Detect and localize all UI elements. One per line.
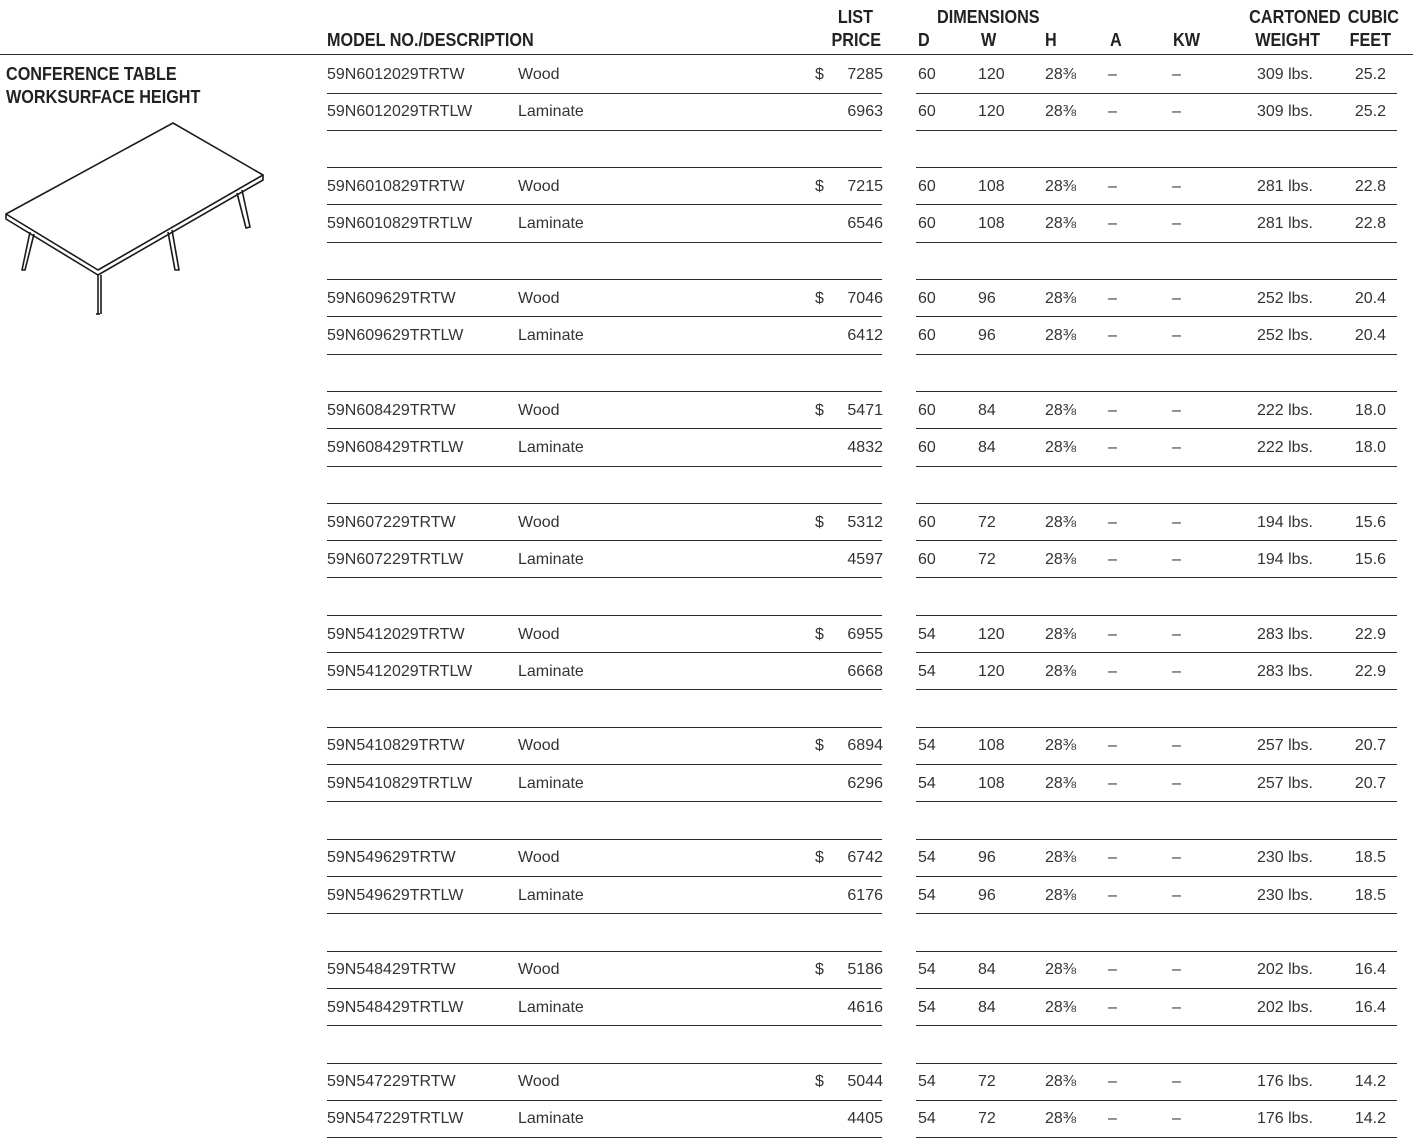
header-dimensions: DIMENSIONS <box>937 7 1040 27</box>
model-number-cell: 59N548429TRTW <box>327 961 456 979</box>
kw-cell: – <box>1172 66 1181 83</box>
model-number-cell: 59N5412029TRTLW <box>327 662 473 680</box>
group-top-rule-right <box>916 951 1397 952</box>
row-rule-right <box>916 764 1397 765</box>
a-cell: – <box>1108 998 1117 1016</box>
depth-cell: 54 <box>918 998 936 1016</box>
list-price-cell: 5312 <box>847 513 883 531</box>
kw-cell: – <box>1172 177 1181 195</box>
row-rule-right <box>916 801 1397 802</box>
model-number-cell: 59N609629TRTLW <box>327 327 464 345</box>
weight-cell: 230 lbs. <box>1256 886 1313 904</box>
conference-table-illustration <box>0 118 270 318</box>
list-price-cell: 6412 <box>847 327 883 345</box>
group-top-rule-left <box>327 279 882 280</box>
row-rule-right <box>916 652 1397 653</box>
model-number-cell: 59N547229TRTLW <box>327 1110 464 1128</box>
a-cell: – <box>1108 737 1117 755</box>
kw-cell: – <box>1172 774 1181 792</box>
list-price-cell: 4405 <box>847 1110 883 1128</box>
depth-cell: 54 <box>918 625 936 643</box>
description-cell: Wood <box>518 1073 560 1091</box>
cubic-feet-cell: 18.0 <box>1354 401 1386 419</box>
list-price-cell: 5044 <box>847 1073 883 1091</box>
cubic-feet-cell: 22.9 <box>1354 625 1386 643</box>
kw-cell: – <box>1172 439 1181 456</box>
currency-symbol: $ <box>815 1073 824 1091</box>
height-cell: 28⅜ <box>1045 1110 1077 1128</box>
row-rule-right <box>916 204 1397 205</box>
a-cell: – <box>1108 1110 1117 1128</box>
header-kw: KW <box>1173 30 1200 50</box>
weight-cell: 222 lbs. <box>1256 401 1313 419</box>
weight-cell: 309 lbs. <box>1256 103 1313 121</box>
list-price-cell: 6894 <box>847 737 883 755</box>
row-rule-right <box>916 130 1397 131</box>
a-cell: – <box>1108 550 1117 568</box>
depth-cell: 54 <box>918 737 936 755</box>
weight-cell: 309 lbs. <box>1256 66 1313 83</box>
row-rule-right <box>916 540 1397 541</box>
a-cell: – <box>1108 961 1117 979</box>
list-price-cell: 6742 <box>847 849 883 867</box>
height-cell: 28⅜ <box>1045 1073 1077 1091</box>
row-rule-left <box>327 913 882 914</box>
kw-cell: – <box>1172 662 1181 680</box>
description-cell: Wood <box>518 849 560 867</box>
width-cell: 120 <box>978 625 1005 643</box>
width-cell: 96 <box>978 327 996 345</box>
cubic-feet-cell: 14.2 <box>1354 1073 1386 1091</box>
model-number-cell: 59N609629TRTW <box>327 289 456 307</box>
group-top-rule-left <box>327 391 882 392</box>
list-price-cell: 4832 <box>847 439 883 456</box>
width-cell: 108 <box>978 774 1005 792</box>
row-rule-right <box>916 93 1397 94</box>
row-rule-left <box>327 354 882 355</box>
a-cell: – <box>1108 289 1117 307</box>
kw-cell: – <box>1172 961 1181 979</box>
weight-cell: 230 lbs. <box>1256 849 1313 867</box>
row-rule-right <box>916 1025 1397 1026</box>
kw-cell: – <box>1172 849 1181 867</box>
width-cell: 108 <box>978 737 1005 755</box>
height-cell: 28⅜ <box>1045 439 1077 456</box>
height-cell: 28⅜ <box>1045 625 1077 643</box>
height-cell: 28⅜ <box>1045 886 1077 904</box>
row-rule-right <box>916 242 1397 243</box>
height-cell: 28⅜ <box>1045 550 1077 568</box>
group-top-rule-right <box>916 391 1397 392</box>
currency-symbol: $ <box>815 401 824 419</box>
cubic-feet-cell: 16.4 <box>1354 961 1386 979</box>
width-cell: 120 <box>978 66 1005 83</box>
list-price-cell: 7215 <box>847 177 883 195</box>
kw-cell: – <box>1172 1110 1181 1128</box>
row-rule-right <box>916 428 1397 429</box>
a-cell: – <box>1108 66 1117 83</box>
row-rule-right <box>916 876 1397 877</box>
cubic-feet-cell: 22.9 <box>1354 662 1386 680</box>
group-top-rule-right <box>916 1063 1397 1064</box>
weight-cell: 252 lbs. <box>1256 289 1313 307</box>
kw-cell: – <box>1172 327 1181 345</box>
row-rule-left <box>327 1025 882 1026</box>
header-feet: FEET <box>1349 30 1391 50</box>
cubic-feet-cell: 22.8 <box>1354 177 1386 195</box>
row-rule-right <box>916 689 1397 690</box>
group-top-rule-left <box>327 615 882 616</box>
list-price-cell: 6963 <box>847 103 883 121</box>
cubic-feet-cell: 18.5 <box>1354 886 1386 904</box>
group-top-rule-left <box>327 167 882 168</box>
width-cell: 96 <box>978 886 996 904</box>
row-rule-left <box>327 577 882 578</box>
cubic-feet-cell: 20.4 <box>1354 289 1386 307</box>
a-cell: – <box>1108 1073 1117 1091</box>
group-top-rule-right <box>916 167 1397 168</box>
group-top-rule-left <box>327 727 882 728</box>
depth-cell: 60 <box>918 215 936 233</box>
header-model-description: MODEL NO./DESCRIPTION <box>327 30 534 50</box>
header-a: A <box>1110 30 1122 50</box>
model-number-cell: 59N6012029TRTW <box>327 66 465 83</box>
height-cell: 28⅜ <box>1045 662 1077 680</box>
description-cell: Wood <box>518 513 560 531</box>
depth-cell: 60 <box>918 327 936 345</box>
row-rule-left <box>327 876 882 877</box>
width-cell: 96 <box>978 849 996 867</box>
row-rule-right <box>916 466 1397 467</box>
row-rule-right <box>916 913 1397 914</box>
currency-symbol: $ <box>815 961 824 979</box>
description-cell: Laminate <box>518 439 584 456</box>
description-cell: Laminate <box>518 103 584 121</box>
kw-cell: – <box>1172 215 1181 233</box>
list-price-cell: 7285 <box>847 66 883 83</box>
cubic-feet-cell: 20.4 <box>1354 327 1386 345</box>
group-top-rule-right <box>916 727 1397 728</box>
currency-symbol: $ <box>815 737 824 755</box>
row-rule-left <box>327 242 882 243</box>
list-price-cell: 6176 <box>847 886 883 904</box>
a-cell: – <box>1108 177 1117 195</box>
model-number-cell: 59N6012029TRTLW <box>327 103 473 121</box>
weight-cell: 202 lbs. <box>1256 998 1313 1016</box>
height-cell: 28⅜ <box>1045 998 1077 1016</box>
weight-cell: 194 lbs. <box>1256 513 1313 531</box>
depth-cell: 54 <box>918 662 936 680</box>
width-cell: 72 <box>978 513 996 531</box>
model-number-cell: 59N608429TRTLW <box>327 439 464 456</box>
width-cell: 84 <box>978 439 996 456</box>
width-cell: 108 <box>978 177 1005 195</box>
row-rule-left <box>327 689 882 690</box>
weight-cell: 281 lbs. <box>1256 177 1313 195</box>
header-price: PRICE <box>831 30 881 50</box>
list-price-cell: 6668 <box>847 662 883 680</box>
list-price-cell: 5471 <box>847 401 883 419</box>
cubic-feet-cell: 15.6 <box>1354 550 1386 568</box>
depth-cell: 54 <box>918 774 936 792</box>
height-cell: 28⅜ <box>1045 66 1077 83</box>
kw-cell: – <box>1172 886 1181 904</box>
description-cell: Wood <box>518 289 560 307</box>
group-top-rule-right <box>916 279 1397 280</box>
header-weight: WEIGHT <box>1255 30 1320 50</box>
width-cell: 84 <box>978 961 996 979</box>
depth-cell: 60 <box>918 513 936 531</box>
depth-cell: 60 <box>918 439 936 456</box>
description-cell: Laminate <box>518 662 584 680</box>
depth-cell: 54 <box>918 886 936 904</box>
currency-symbol: $ <box>815 177 824 195</box>
kw-cell: – <box>1172 289 1181 307</box>
cubic-feet-cell: 20.7 <box>1354 774 1386 792</box>
depth-cell: 54 <box>918 1073 936 1091</box>
height-cell: 28⅜ <box>1045 327 1077 345</box>
description-cell: Wood <box>518 177 560 195</box>
description-cell: Wood <box>518 961 560 979</box>
depth-cell: 60 <box>918 103 936 121</box>
kw-cell: – <box>1172 625 1181 643</box>
group-top-rule-right <box>916 615 1397 616</box>
group-top-rule-left <box>327 839 882 840</box>
model-number-cell: 59N607229TRTLW <box>327 550 464 568</box>
description-cell: Laminate <box>518 550 584 568</box>
height-cell: 28⅜ <box>1045 401 1077 419</box>
description-cell: Laminate <box>518 886 584 904</box>
header-rule <box>0 54 1413 55</box>
description-cell: Wood <box>518 737 560 755</box>
model-number-cell: 59N547229TRTW <box>327 1073 456 1091</box>
a-cell: – <box>1108 513 1117 531</box>
weight-cell: 257 lbs. <box>1256 774 1313 792</box>
row-rule-left <box>327 428 882 429</box>
group-top-rule-right <box>916 503 1397 504</box>
weight-cell: 176 lbs. <box>1256 1073 1313 1091</box>
height-cell: 28⅜ <box>1045 177 1077 195</box>
row-rule-left <box>327 801 882 802</box>
kw-cell: – <box>1172 103 1181 121</box>
width-cell: 84 <box>978 998 996 1016</box>
model-number-cell: 59N5410829TRTLW <box>327 774 473 792</box>
height-cell: 28⅜ <box>1045 513 1077 531</box>
weight-cell: 252 lbs. <box>1256 327 1313 345</box>
kw-cell: – <box>1172 1073 1181 1091</box>
header-d: D <box>918 30 930 50</box>
model-number-cell: 59N608429TRTW <box>327 401 456 419</box>
width-cell: 108 <box>978 215 1005 233</box>
group-top-rule-left <box>327 503 882 504</box>
group-top-rule-left <box>327 1063 882 1064</box>
row-rule-right <box>916 1100 1397 1101</box>
row-rule-right <box>916 316 1397 317</box>
header-cartoned: CARTONED <box>1249 7 1341 27</box>
weight-cell: 257 lbs. <box>1256 737 1313 755</box>
kw-cell: – <box>1172 737 1181 755</box>
kw-cell: – <box>1172 513 1181 531</box>
row-rule-left <box>327 764 882 765</box>
list-price-cell: 5186 <box>847 961 883 979</box>
weight-cell: 194 lbs. <box>1256 550 1313 568</box>
model-number-cell: 59N5410829TRTW <box>327 737 465 755</box>
description-cell: Wood <box>518 401 560 419</box>
cubic-feet-cell: 25.2 <box>1354 66 1386 83</box>
weight-cell: 283 lbs. <box>1256 625 1313 643</box>
a-cell: – <box>1108 774 1117 792</box>
height-cell: 28⅜ <box>1045 103 1077 121</box>
cubic-feet-cell: 16.4 <box>1354 998 1386 1016</box>
header-w: W <box>981 30 997 50</box>
width-cell: 84 <box>978 401 996 419</box>
row-rule-left <box>327 988 882 989</box>
weight-cell: 202 lbs. <box>1256 961 1313 979</box>
depth-cell: 54 <box>918 961 936 979</box>
depth-cell: 60 <box>918 177 936 195</box>
section-title <box>6 63 200 109</box>
weight-cell: 176 lbs. <box>1256 1110 1313 1128</box>
description-cell: Laminate <box>518 998 584 1016</box>
width-cell: 72 <box>978 1110 996 1128</box>
description-cell: Laminate <box>518 327 584 345</box>
description-cell: Laminate <box>518 1110 584 1128</box>
description-cell: Wood <box>518 66 560 83</box>
a-cell: – <box>1108 439 1117 456</box>
model-number-cell: 59N549629TRTLW <box>327 886 464 904</box>
depth-cell: 60 <box>918 289 936 307</box>
model-number-cell: 59N549629TRTW <box>327 849 456 867</box>
row-rule-left <box>327 130 882 131</box>
currency-symbol: $ <box>815 66 824 83</box>
row-rule-left <box>327 652 882 653</box>
row-rule-left <box>327 1100 882 1101</box>
cubic-feet-cell: 18.0 <box>1354 439 1386 456</box>
weight-cell: 281 lbs. <box>1256 215 1313 233</box>
model-number-cell: 59N6010829TRTW <box>327 177 465 195</box>
cubic-feet-cell: 14.2 <box>1354 1110 1386 1128</box>
row-rule-left <box>327 316 882 317</box>
section-title-line-1: CONFERENCE TABLE <box>6 64 177 84</box>
a-cell: – <box>1108 103 1117 121</box>
weight-cell: 222 lbs. <box>1256 439 1313 456</box>
group-top-rule-left <box>327 951 882 952</box>
depth-cell: 54 <box>918 1110 936 1128</box>
a-cell: – <box>1108 215 1117 233</box>
currency-symbol: $ <box>815 513 824 531</box>
row-rule-left <box>327 204 882 205</box>
weight-cell: 283 lbs. <box>1256 662 1313 680</box>
a-cell: – <box>1108 327 1117 345</box>
kw-cell: – <box>1172 550 1181 568</box>
header-cubic: CUBIC <box>1347 7 1399 27</box>
a-cell: – <box>1108 401 1117 419</box>
currency-symbol: $ <box>815 625 824 643</box>
row-rule-right <box>916 354 1397 355</box>
header-h: H <box>1045 30 1057 50</box>
list-price-cell: 6546 <box>847 215 883 233</box>
description-cell: Wood <box>518 625 560 643</box>
row-rule-right <box>916 988 1397 989</box>
a-cell: – <box>1108 662 1117 680</box>
row-rule-left <box>327 466 882 467</box>
cubic-feet-cell: 18.5 <box>1354 849 1386 867</box>
list-price-cell: 7046 <box>847 289 883 307</box>
a-cell: – <box>1108 849 1117 867</box>
list-price-cell: 4616 <box>847 998 883 1016</box>
height-cell: 28⅜ <box>1045 774 1077 792</box>
width-cell: 72 <box>978 1073 996 1091</box>
height-cell: 28⅜ <box>1045 289 1077 307</box>
header-list: LIST <box>837 7 873 27</box>
cubic-feet-cell: 15.6 <box>1354 513 1386 531</box>
model-number-cell: 59N6010829TRTLW <box>327 215 473 233</box>
group-top-rule-right <box>916 839 1397 840</box>
width-cell: 120 <box>978 662 1005 680</box>
a-cell: – <box>1108 886 1117 904</box>
width-cell: 120 <box>978 103 1005 121</box>
depth-cell: 60 <box>918 550 936 568</box>
list-price-cell: 6955 <box>847 625 883 643</box>
currency-symbol: $ <box>815 849 824 867</box>
cubic-feet-cell: 20.7 <box>1354 737 1386 755</box>
depth-cell: 54 <box>918 849 936 867</box>
depth-cell: 60 <box>918 66 936 83</box>
height-cell: 28⅜ <box>1045 215 1077 233</box>
depth-cell: 60 <box>918 401 936 419</box>
list-price-cell: 6296 <box>847 774 883 792</box>
row-rule-left <box>327 93 882 94</box>
height-cell: 28⅜ <box>1045 737 1077 755</box>
kw-cell: – <box>1172 401 1181 419</box>
model-number-cell: 59N548429TRTLW <box>327 998 464 1016</box>
width-cell: 72 <box>978 550 996 568</box>
list-price-cell: 4597 <box>847 550 883 568</box>
height-cell: 28⅜ <box>1045 849 1077 867</box>
a-cell: – <box>1108 625 1117 643</box>
height-cell: 28⅜ <box>1045 961 1077 979</box>
section-title-line-2: WORKSURFACE HEIGHT <box>6 87 201 107</box>
currency-symbol: $ <box>815 289 824 307</box>
row-rule-right <box>916 577 1397 578</box>
cubic-feet-cell: 25.2 <box>1354 103 1386 121</box>
cubic-feet-cell: 22.8 <box>1354 215 1386 233</box>
kw-cell: – <box>1172 998 1181 1016</box>
model-number-cell: 59N5412029TRTW <box>327 625 465 643</box>
width-cell: 96 <box>978 289 996 307</box>
description-cell: Laminate <box>518 774 584 792</box>
description-cell: Laminate <box>518 215 584 233</box>
row-rule-left <box>327 540 882 541</box>
model-number-cell: 59N607229TRTW <box>327 513 456 531</box>
